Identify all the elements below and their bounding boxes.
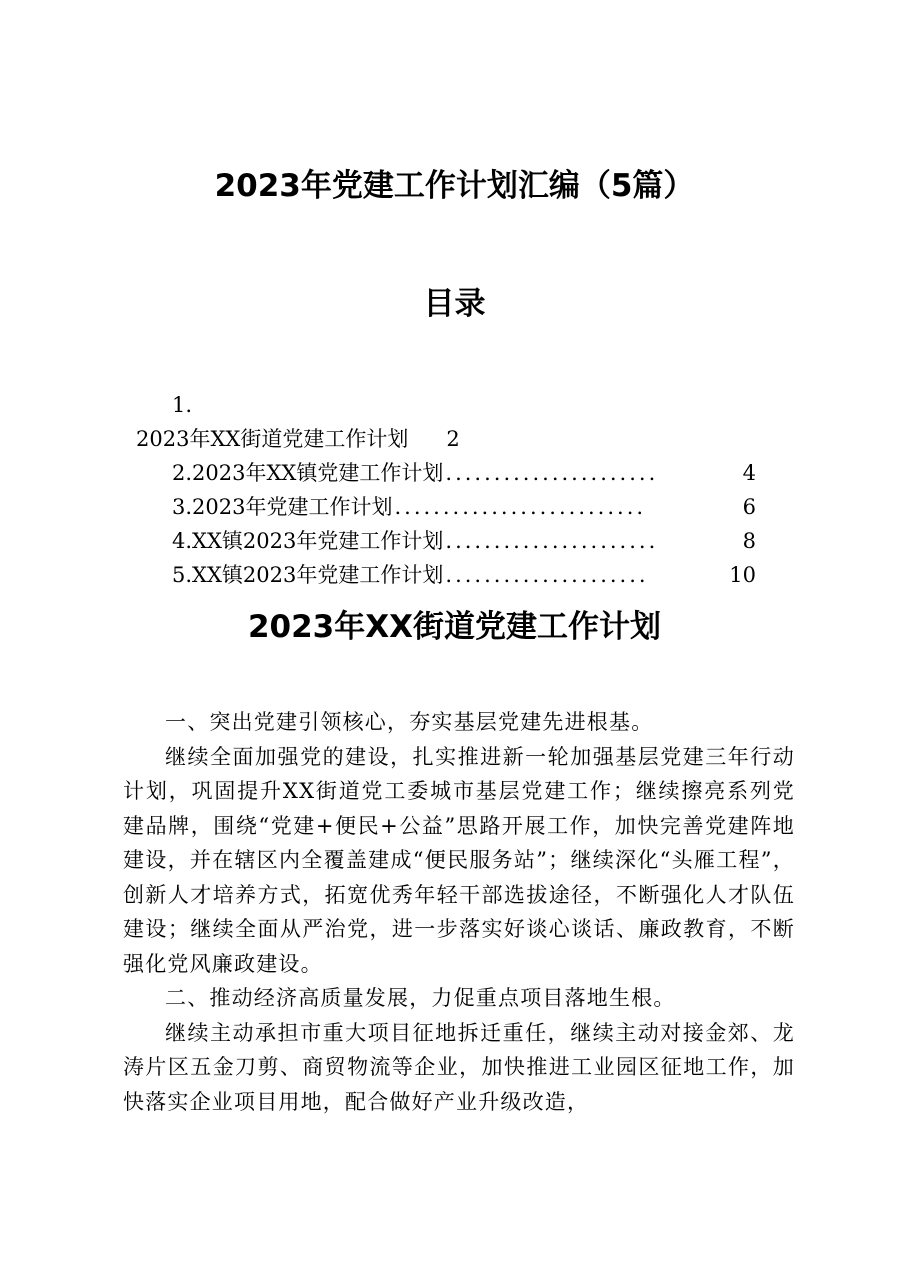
- paragraph: 继续全面加强党的建设，扎实推进新一轮加强基层党建三年行动计划，巩固提升XX街道党工委城市基层党建工作；继续擦亮系列党建品牌，围绕“党建+便民+公益”思路开展工作，加快完善党建阵地建设，并在辖区内全覆盖建成“便民服务站”；继续深化“头雁工程”，创新人才培养方式，拓宽优秀年轻干部选拔途径，不断强化人才队伍建设；继续全面从严治党，进一步落实好谈心谈话、廉政教育，不断强化党风廉政建设。: [123, 744, 795, 976]
- toc-item-label: 4.XX镇2023年党建工作计划: [172, 529, 444, 553]
- section-title: 2023年XX街道党建工作计划: [247, 609, 662, 645]
- toc-item-4[interactable]: [172, 524, 756, 558]
- body-text: [123, 705, 795, 1119]
- toc-item-label: 5.XX镇2023年党建工作计划: [172, 563, 444, 587]
- toc-item-page: 6: [742, 495, 756, 519]
- document-title: 2023年党建工作计划汇编（5篇）: [214, 168, 695, 204]
- paragraph-heading-1: 一、突出党建引领核心，夯实基层党建先进根基。: [165, 710, 654, 734]
- toc-dot-leader: .....................: [445, 563, 649, 587]
- toc-dot-leader: ......................: [445, 529, 659, 553]
- paragraph: 继续主动承担市重大项目征地拆迁重任，继续主动对接金郊、龙涛片区五金刀剪、商贸物流等企业，加快推进工业园区征地工作，加快落实企业项目用地，配合做好产业升级改造，: [123, 1020, 795, 1114]
- toc-item-label: 3.2023年党建工作计划: [172, 495, 393, 519]
- toc-item-5[interactable]: [172, 558, 756, 592]
- toc-item-label: 2.2023年XX镇党建工作计划: [172, 461, 444, 485]
- toc-item-page: 10: [729, 563, 756, 587]
- toc-item-page: 8: [742, 529, 756, 553]
- toc-dot-leader: ..........................: [394, 495, 647, 519]
- toc-item-1-label: 2023年XX街道党建工作计划: [136, 427, 409, 451]
- toc-heading: 目录: [423, 286, 486, 322]
- toc-item-2[interactable]: [172, 456, 756, 490]
- toc-item-1[interactable]: [136, 422, 460, 456]
- toc-item-3[interactable]: [172, 490, 756, 524]
- toc-item-page: 4: [742, 461, 756, 485]
- paragraph-heading-2: 二、推动经济高质量发展，力促重点项目落地生根。: [165, 986, 676, 1010]
- toc-item-1-page: 2: [446, 427, 460, 451]
- toc-dot-leader: ......................: [445, 461, 659, 485]
- toc-item-1-number[interactable]: 1.: [172, 393, 193, 417]
